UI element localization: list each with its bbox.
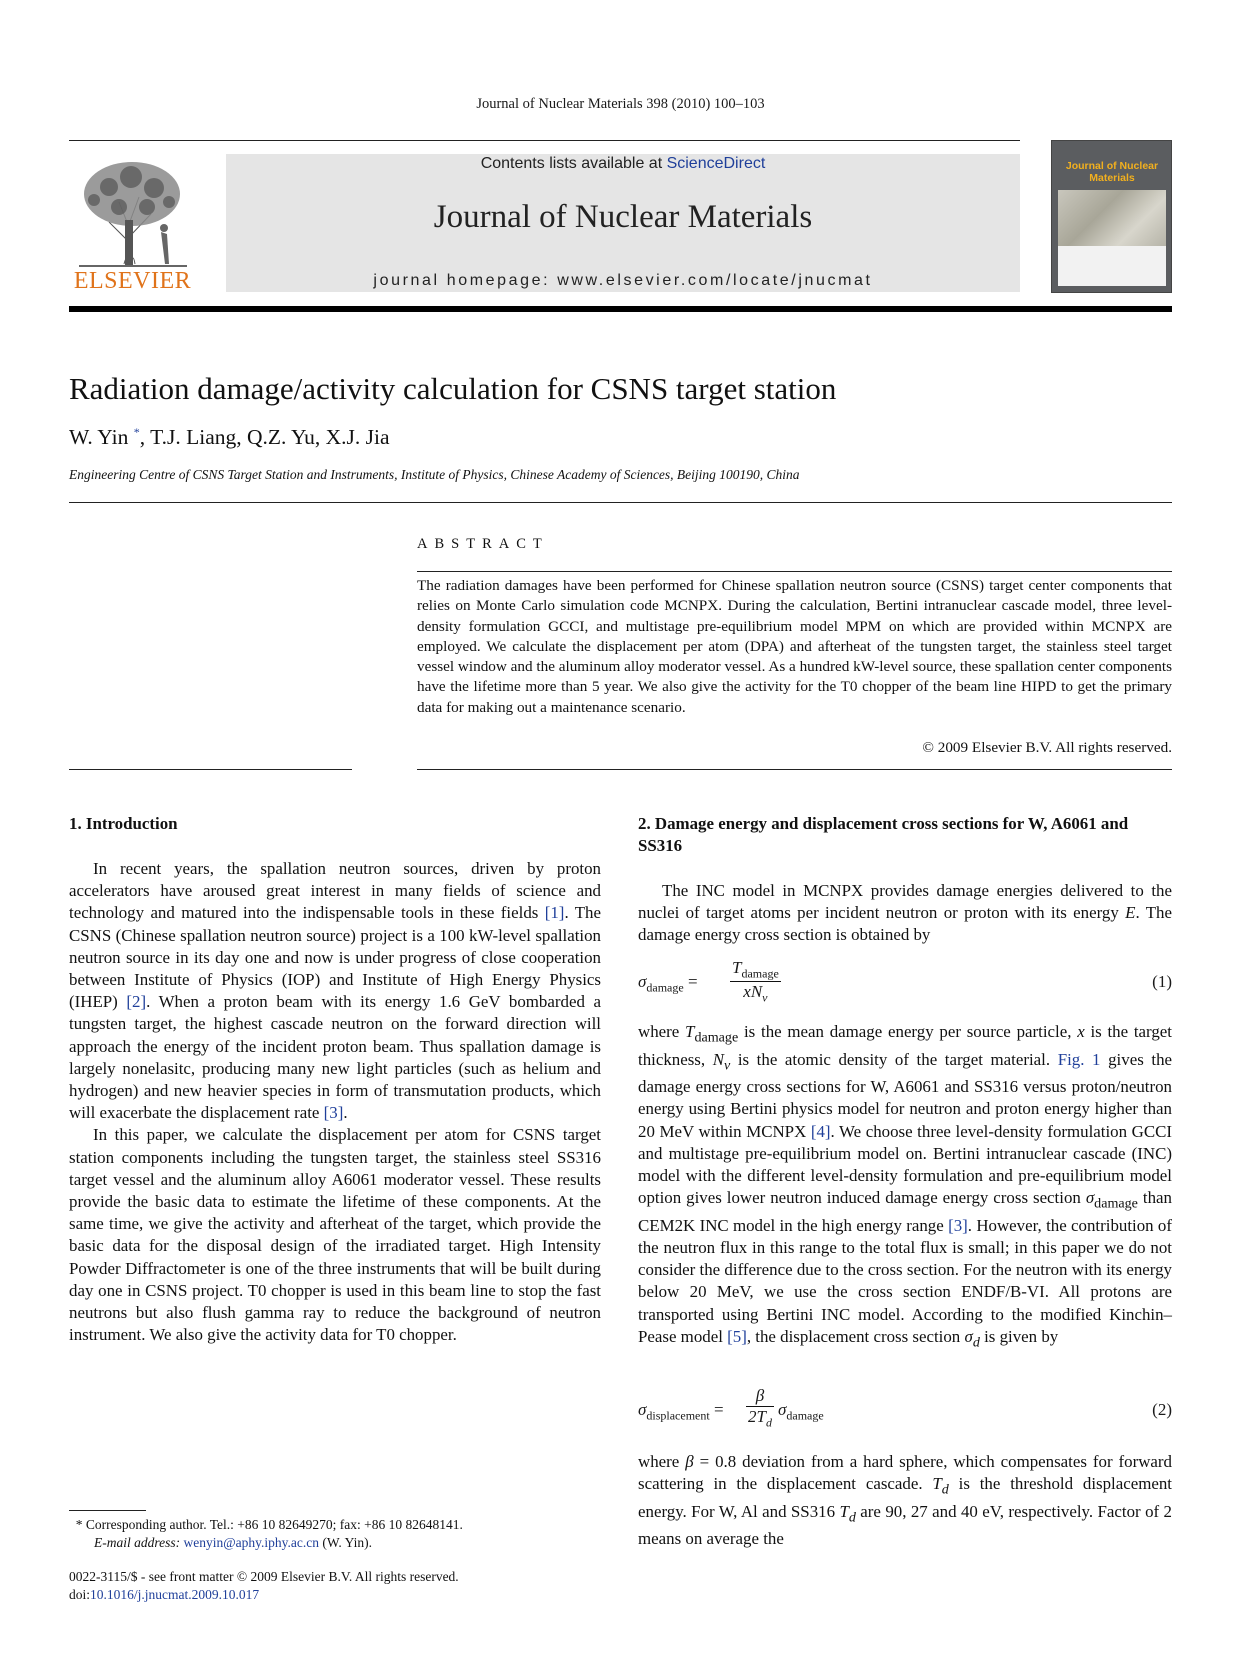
running-head: Journal of Nuclear Materials 398 (2010) 100–103 xyxy=(476,96,765,112)
issn-block xyxy=(69,1568,459,1604)
section-1-heading: 1. Introduction xyxy=(69,814,178,833)
left-column-rule xyxy=(69,769,352,770)
section-1-body xyxy=(69,858,601,1346)
contents-prefix: Contents lists available at xyxy=(480,155,667,172)
equation-1-lhs: $\sigma_{damage}$ = xyxy=(638,972,698,995)
affiliation-rule xyxy=(69,502,1172,503)
affiliation: Engineering Centre of CSNS Target Station and Instruments, Institute of Physics, Chinese Academy of Sciences, Beijing 100190, China xyxy=(69,467,800,482)
equation-2 xyxy=(638,1388,1172,1436)
citation-ref[interactable]: [1] xyxy=(544,903,565,923)
section-2-paragraph-2: where $T_{damage}$ is the mean damage energy per source particle, x is the target thickness, $N_v$ is the atomic density of the target material. Fig. 1 gives the damage energy cross sections for W, A6061 and SS316 versus proton/neutron energy using Bertini physics model for neutron and proton energy higher than 20 MeV within MCNPX [4]. We choose three level-density formulation GCCI and multistage pre-equilibrium model on. Bertini intranuclear cascade (INC) model with the different level-density formulation and pre-equilibrium model option gives lower neutron induced damage energy cross section $\sigma_{damage}$ than CEM2K INC model in the high energy range [3]. However, the contribution of the neutron flux in this range to the total flux is small; in this paper we do not consider the difference due to the cross section. For the neutron with its energy below 20 MeV, we use the cross section ENDF/B-VI. All protons are transported using Bertini INC model. According to the modified Kinchin–Pease model [5], the displacement cross section $\sigma_d$ is given by xyxy=(638,1022,1173,1351)
citation-ref[interactable]: [3] xyxy=(323,1103,344,1123)
top-rule xyxy=(69,140,1020,141)
citation-ref[interactable]: [3] xyxy=(948,1215,968,1235)
masthead-bottom-rule xyxy=(69,306,1172,312)
issn-line: 0022-3115/$ - see front matter © 2009 Elsevier B.V. All rights reserved. xyxy=(69,1569,459,1584)
first-author: W. Yin xyxy=(69,425,129,450)
cover-image xyxy=(1058,190,1166,246)
equation-2-tail: $\sigma_{damage}$ xyxy=(778,1400,824,1423)
abstract-bottom-rule xyxy=(417,769,1172,770)
abstract-heading: ABSTRACT xyxy=(417,536,549,552)
equation-1-fraction: $T_{damage}$ $xN_v$ xyxy=(732,958,779,1005)
coauthors: , T.J. Liang, Q.Z. Yu, X.J. Jia xyxy=(139,425,390,450)
author-email-link[interactable]: wenyin@aphy.iphy.ac.cn xyxy=(183,1535,320,1550)
corresponding-author-mark[interactable]: * xyxy=(133,425,140,439)
equation-2-fraction: $\frac{\beta}{2T_d}$ xyxy=(748,1386,772,1430)
doi-line: doi:10.1016/j.jnucmat.2009.10.017 xyxy=(69,1587,260,1602)
citation-ref[interactable]: [2] xyxy=(126,992,147,1012)
section-1-paragraph-1: In recent years, the spallation neutron sources, driven by proton accelerators have aroused great interest in many fields of science and technology and matured into the indispensable tools in these fields [1]. The CSNS (Chinese spallation neutron source) project is a 100 kW-level spallation neutron source in its day one and now is under progress of close cooperation between Institute of Physics (IOP) and Institute of High Energy Physics (IHEP) [2]. When a proton beam with its energy 1.6 GeV bombarded a tungsten target, the highest cascade neutron on the forward direction will approach the energy of the incident proton beam. Thus spallation damage is largely nonelasitc, producing many new light particles (such as helium and hydrogen) and new heavier species in form of transmutation products, which will exacerbate the displacement rate [3]. xyxy=(69,859,602,1123)
section-2-paragraph-3: where β = 0.8 deviation from a hard sphere, which compensates for forward scattering in the displacement cascade. $T_d$ is the threshold displacement energy. For W, Al and SS316 $T_d$ are 90, 27 and 40 eV, respectively. Factor of 2 means on average the xyxy=(638,1452,1172,1549)
equation-1-number: (1) xyxy=(1152,972,1172,991)
abstract-text: The radiation damages have been performed for Chinese spallation neutron source (CSNS) target center components that relies on Monte Carlo simulation code MCNPX. During the calculation, Bertini intranuclear cascade model, three level-density formulation GCCI, and multistage pre-equilibrium model MPM on which are provided within MCNPX are employed. We calculate the displacement per atom (DPA) and afterheat of the tungsten target, the stainless steel target vessel window and the aluminum alloy moderator vessel. As a hundred kW-level source, these spallation center components have the lifetime more than 5 year. We also give the activity for the T0 chopper of the beam line HIPD to get the primary data for making out a maintenance scenario. xyxy=(417,577,1172,716)
equation-2-lhs: $\sigma_{displacement}$ = xyxy=(638,1400,724,1423)
elsevier-wordmark: ELSEVIER xyxy=(73,268,192,294)
citation-ref[interactable]: [4] xyxy=(810,1121,831,1141)
footnote-email-line: E-mail address: wenyin@aphy.iphy.ac.cn (W. Yin). xyxy=(94,1535,373,1550)
cover-lower-panel xyxy=(1058,246,1166,286)
abstract-copyright: © 2009 Elsevier B.V. All rights reserved. xyxy=(922,739,1172,756)
cover-title: Journal of Nuclear Materials xyxy=(1065,160,1159,184)
equation-1 xyxy=(638,960,1172,1008)
contents-line xyxy=(226,155,1020,173)
section-2-heading: 2. Damage energy and displacement cross sections for W, A6061 and SS316 xyxy=(638,814,1129,856)
footnote-rule xyxy=(69,1510,146,1511)
citation-ref[interactable]: [5] xyxy=(727,1326,747,1346)
equation-2-number: (2) xyxy=(1152,1400,1172,1419)
abstract-top-rule xyxy=(417,571,1172,572)
figure-ref[interactable]: Fig. 1 xyxy=(1057,1049,1101,1069)
section-1-paragraph-2: In this paper, we calculate the displacement per atom for CSNS target station components including the tungsten target, the stainless steel SS316 target vessel and the aluminum alloy A6061 moderator vessel. These results provide the basic data to estimate the lifetime of these components. At the same time, we give the activity and afterheat of the target, which provide the basic data for the disposal design of the irradiated target. High Intensity Powder Diffractometer is one of the three instruments that will be built during day one in CSNS project. T0 chopper is used in this beam line to stop the fast neutrons but also flush gamma ray to reduce the background of neutron instrument. We also give the activity data for T0 chopper. xyxy=(69,1125,601,1345)
journal-homepage[interactable]: journal homepage: www.elsevier.com/locate/jnucmat xyxy=(373,272,873,289)
sciencedirect-link[interactable]: ScienceDirect xyxy=(666,155,766,172)
footnote xyxy=(69,1516,629,1552)
journal-title: Journal of Nuclear Materials xyxy=(433,199,813,235)
doi-link[interactable]: 10.1016/j.jnucmat.2009.10.017 xyxy=(90,1587,260,1602)
article-title: Radiation damage/activity calculation for CSNS target station xyxy=(69,371,837,406)
footnote-line-1: * Corresponding author. Tel.: +86 10 82649270; fax: +86 10 82648141. xyxy=(75,1517,463,1532)
author-list xyxy=(69,425,390,450)
section-2-paragraph-1: The INC model in MCNPX provides damage energies delivered to the nuclei of target atoms per incident neutron or proton with its energy E. The damage energy cross section is obtained by xyxy=(638,881,1172,945)
